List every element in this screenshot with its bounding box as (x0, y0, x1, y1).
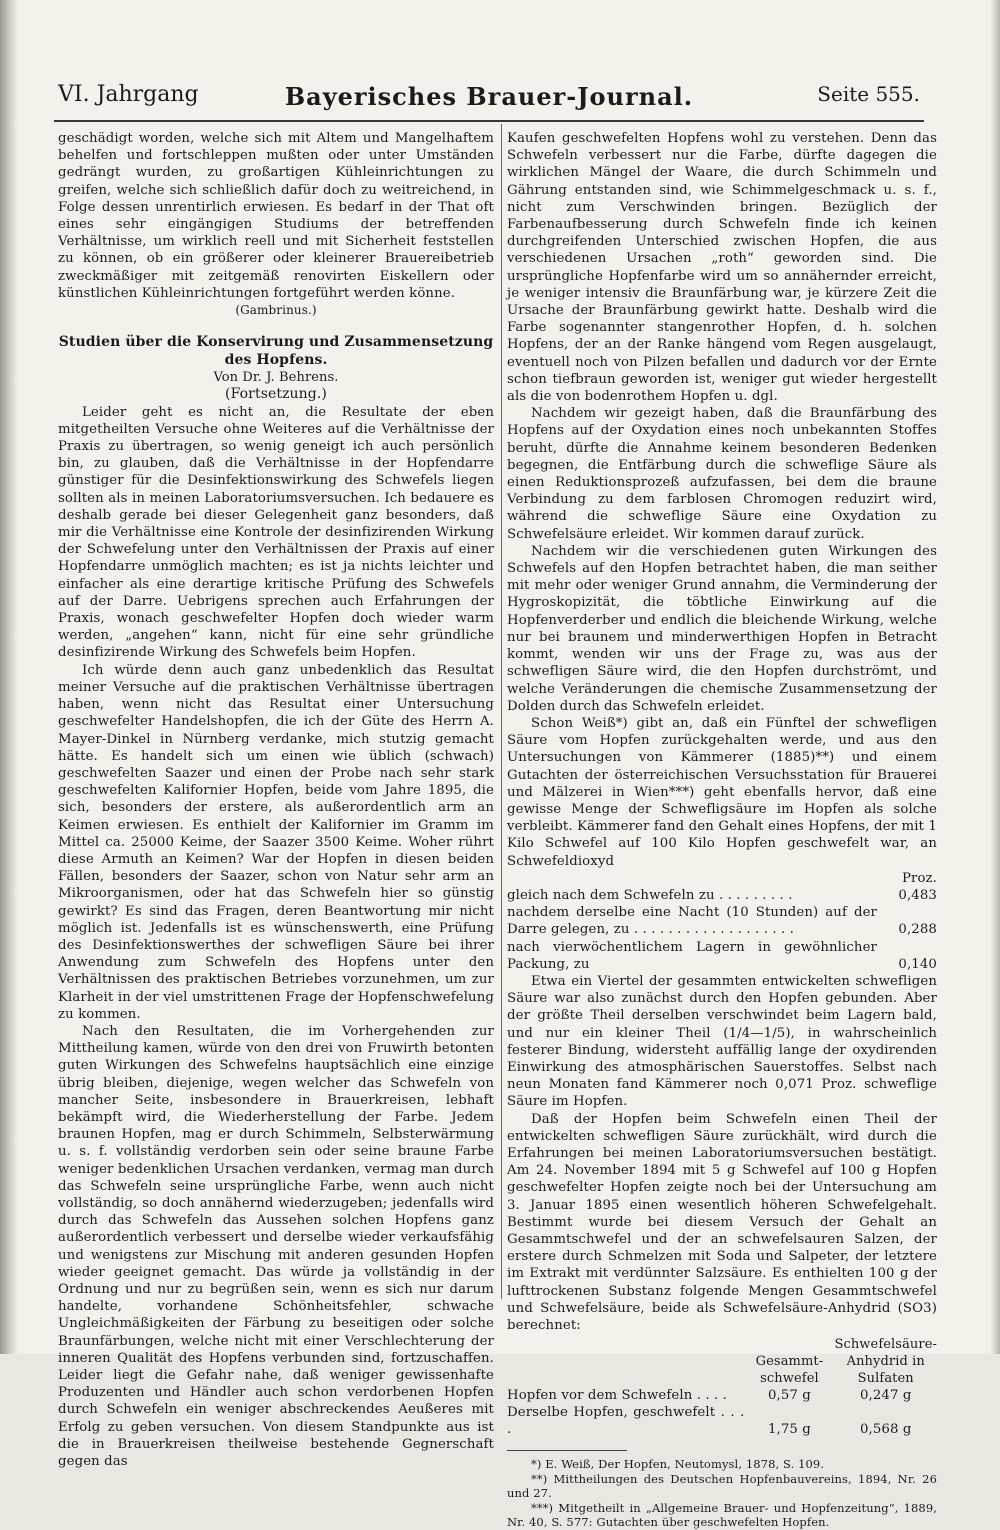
table-row (507, 904, 937, 938)
footnote: *) E. Weiß, Der Hopfen, Neutomysl, 1878, S. 109. (531, 1457, 825, 1472)
running-header (58, 82, 920, 116)
paragraph: Daß der Hopfen beim Schwefeln einen Theil der entwickelten schwefligen Säure zurückhält, wird durch die Erfahrungen bei meinen Laboratoriumsversuchen bestätigt. Am 24. November 1894 mit 5 g Schwefel auf 100 g Hopfen geschwefelter Hopfen zeigte noch bei der Untersuchung am 3. Januar 1895 einen wesentlich höheren Schwefelgehalt. Bestimmt wurde bei diesem Versuch der Gehalt an Gesammtschwefel und der an schwefelsauren Salzen, der erstere durch Schmelzen mit Soda und Salpeter, der letztere im Extrakt mit verdünnter Salzsäure. Es enthielten 100 g der lufttrockenen Substanz folgende Mengen Gesammtschwefel und Schwefelsäure, beide als Schwefelsäure-Anhydrid (SO3) berechnet: (507, 1111, 937, 1334)
row-value: 0,483 (898, 887, 937, 903)
total-sulfur-value: 0,57 g (767, 1388, 811, 1404)
page-edge-shadow (0, 0, 18, 1354)
source-credit: (Gambrinus.) (235, 303, 317, 318)
paragraph: Nach den Resultaten, die im Vorhergehenden zur Mittheilung kamen, würde von den drei von Fruwirth betonten guten Wirkungen des Schwefelns hauptsächlich eine einzige übrig bleiben, diejenige, wegen welcher das Schwefeln von mancher Seite, insbesondere in Brauerkreisen, lebhaft bekämpft wird, die Wiederherstellung der Farbe. Jedem braunen Hopfen, mag er durch Schimmeln, Selbsterwärmung u. s. f. vollständig verdorben sein oder seine braune Farbe weniger bedenklichen Ursachen verdanken, vermag man durch das Schwefeln seine ursprüngliche Farbe, wenn auch nicht vollständig, so doch annähernd wiederzugeben; jedenfalls wird durch das Schwefeln das Aussehen solchen Hopfens ganz außerordentlich verbessert und derselbe wieder verkaufsfähig und wenigstens zur Mischung mit anderen gesunden Hopfen wieder geeignet gemacht. Das würde ja vollständig in der Ordnung und nur zu begrüßen sein, wenn es sich nur darum handelte, vorhandene Schönheitsfehler, schwache Ungleichmäßigkeiten der Färbung zu beseitigen oder solche Braunfärbungen, welche nicht mit einer Verschlechterung der inneren Qualität des Hopfens verbunden sind, fortzuschaffen. Leider liegt die Gefahr nahe, daß weniger gewissenhafte Produzenten und Händler auch schon verdorbenen Hopfen durch Schwefeln ein weniger abschreckendes Aeußeres mit Erfolg zu geben versuchen. Von diesem Standpunkte aus ist die in Brauerkreisen theilweise bestehende Gegnerschaft gegen das (58, 1023, 494, 1470)
sulfur-dioxide-table (507, 887, 937, 973)
table-row (507, 1404, 937, 1438)
volume-label: VI. Jahrgang (58, 82, 199, 107)
paragraph: Kaufen geschwefelten Hopfens wohl zu verstehen. Denn das Schwefeln verbessert nur die Farbe, dürfte dagegen die wirklichen Mängel der Waare, die durch Schimmeln und Gährung entstanden sind, wie Schimmelgeschmack u. s. f., nicht zum Verschwinden bringen. Bezüglich der Farbenaufbesserung durch Schwefeln finde ich keinen durchgreifenden Unterschied zwischen Hopfen, die aus verschiedenen Ursachen „roth“ geworden sind. Die ursprüngliche Hopfenfarbe wird um so annähernder erreicht, je weniger intensiv die Braunfärbung war, je kürzere Zeit die Ursache der Braunfärbung gewirkt hatte. Deshalb wird die Farbe sogenannter stangenrother Hopfen, d. h. solchen Hopfens, der an der Ranke hängend vom Regen ausgelaugt, eventuell noch von Pilzen befallen und dadurch vor der Ernte schon tiefbraun geworden ist, weniger gut wieder hergestellt als die von bodenrothem Hopfen u. dgl. (507, 131, 937, 405)
paragraph: Etwa ein Viertel der gesammten entwickelten schwefligen Säure war also zunächst durch den Hopfen gebunden. Aber der größte Theil derselben verschwindet beim Lagern bald, und nur ein kleiner Theil (1/4—1/5), in wahrscheinlich festerer Bindung, widersteht auffällig lange der oxydirenden Einwirkung des atmosphärischen Sauerstoffes. Selbst nach neun Monaten fand Kämmerer noch 0,071 Proz. schweflige Säure im Hopfen. (507, 973, 937, 1110)
paragraph: Nachdem wir gezeigt haben, daß die Braunfärbung des Hopfens auf der Oxydation eines noch unbekannten Stoffes beruht, dürfte die Annahme keinem besonderen Bedenken begegnen, die Entfärbung durch die schweflige Säure als einen Reduktionsprozeß aufzufassen, bei dem die braune Verbindung zu dem farblosen Chromogen reduzirt wird, während die schweflige Säure eine Oxydation zu Schwefelsäure erleidet. Wir kommen darauf zurück. (507, 406, 937, 542)
right-column (507, 130, 937, 1530)
page-number: Seite 555. (817, 82, 920, 106)
row-label: nach vierwöchentlichem Lagern in gewöhnlicher Packung, zu (507, 939, 877, 972)
sulfate-value: 0,247 g (859, 1388, 912, 1404)
row-label: Derselbe Hopfen, geschwefelt . . . . (507, 1405, 745, 1438)
footnote: ***) Mitgetheilt in „Allgemeine Brauer- und Hopfenzeitung“, 1889, Nr. 40, S. 577: Gutachten über geschwefelten Hopfen. (507, 1500, 937, 1530)
table-row (507, 1387, 937, 1404)
table-header-row (507, 1336, 937, 1387)
header-rule (54, 120, 924, 122)
intro-paragraph: geschädigt worden, welche sich mit Altem und Mangelhaftem behelfen und fortschleppen mußten oder unter Umständen gedrängt wurden, zu großartigen Kühleinrichtungen zu greifen, welche sich schließlich dafür doch zu weitreichend, in Folge dessen unrentirlich erwiesen. Es bedarf in der That oft eines sehr eingängigen Studiums der betreffenden Verhältnisse, um wirklich reell und mit Sicherheit feststellen zu können, ob ein größerer oder kleinerer Brauereibetrieb zweckmäßiger mit zeitgemäß renovirten Eiskellern oder künstlichen Kühleinrichtungen fortgeführt werden könne. (58, 131, 494, 301)
paragraph: Nachdem wir die verschiedenen guten Wirkungen des Schwefels auf den Hopfen betrachtet haben, die man seither mit mehr oder weniger Grund annahm, die Verminderung der Hygroskopizität, die töbtliche Einwirkung auf die Hopfenverderber und endlich die bleichende Wirkung, welche nur bei braunem und minderwerthigen Hopfen in Betracht kommt, wenden wir uns der Frage zu, was aus der schwefligen Säure wird, die den Hopfen durchströmt, und welche Veränderungen die chemische Zusammensetzung der Dolden durch das Schwefeln erleidet. (507, 543, 937, 714)
column-header: Gesammt-schwefel (755, 1354, 824, 1387)
column-header: Schwefelsäure-Anhydrid in Sulfaten (834, 1337, 937, 1387)
row-label: Hopfen vor dem Schwefeln . . . . (507, 1388, 728, 1404)
table-row (507, 887, 937, 904)
page-edge-right (990, 0, 1000, 1354)
row-value: 0,288 (898, 922, 937, 938)
sulfur-content-table (507, 1336, 937, 1438)
left-column (58, 130, 494, 1470)
continuation-note: (Fortsetzung.) (225, 386, 327, 403)
paragraph: Schon Weiß*) gibt an, daß ein Fünftel der schwefligen Säure vom Hopfen zurückgehalten werde, und aus den Untersuchungen von Kämmerer (1885)**) und einem Gutachten der österreichischen Versuchsstation für Brauerei und Mälzerei in Wien***) geht ebenfalls hervor, daß eine gewisse Menge der Schwefligsäure im Hopfen als solche verbleibt. Kämmerer fand den Gehalt eines Hopfens, der mit 1 Kilo Schwefel auf 100 Kilo Hopfen geschwefelt war, an Schwefeldioxyd (507, 715, 937, 869)
article-title: Studien über die Konservirung und Zusammensetzung des Hopfens. (58, 334, 494, 369)
paragraph: Ich würde denn auch ganz unbedenklich das Resultat meiner Versuche auf die praktischen Verhältnisse übertragen haben, wenn nicht das Resultat einer Untersuchung geschwefelter Handelshopfen, die ich der Güte des Herrn A. Mayer-Dinkel in Nürnberg verdanke, mich stutzig gemacht hätte. Es handelt sich um einen wie üblich (schwach) geschwefelten Saazer und einen der Probe nach sehr stark geschwefelten Kalifornier Hopfen, beide vom Jahre 1895, die sich, besonders der erstere, als außerordentlich arm an Keimen erwiesen. Es enthielt der Kalifornier im Gramm im Mittel ca. 25000 Keime, der Saazer 3500 Keime. Woher rührt diese Armuth an Keimen? War der Hopfen in diesen beiden Fällen, besonders der Saazer, schon von Natur sehr arm an Mikroorganismen, oder hat das Schwefeln hier so günstig gewirkt? Es sind das Fragen, deren Beantwortung mir nicht möglich ist. Jedenfalls ist es wünschenswerth, eine Prüfung des Desinfektionswerthes der schwefligen Säure bei ihrer Anwendung zum Schwefeln des Hopfens unter den Verhältnissen des praktischen Betriebes vorzunehmen, um zur Klarheit in der viel umstrittenen Frage der Hopfenschwefelung zu kommen. (58, 662, 494, 1022)
paragraph: Leider geht es nicht an, die Resultate der eben mitgetheilten Versuche ohne Weiteres auf die Verhältnisse der Praxis zu übertragen, so wenig geneigt ich auch persönlich bin, zu glauben, daß die Verhältnisse in der Hopfendarre günstiger für die Desinfektionswirkung des Schwefels liegen sollten als in meinen Laboratoriumsversuchen. Ich bedauere es deshalb gerade bei dieser Gelegenheit ganz besonders, daß mir die Verhältnisse eine Kontrole der desinfizirenden Wirkung der Schwefelung unter den Verhältnissen der Praxis auf einer Hopfendarre unmöglich machten; es ist ja nichts leichter und einfacher als eine derartige kritische Prüfung des Schwefels auf der Darre. Uebrigens sprechen auch Erfahrungen der Praxis, wonach geschwefelter Hopfen doch wieder warm werden, „angehen“ kann, nicht für eine sehr gründliche desinfizirende Wirkung des Schwefels beim Hopfen. (58, 404, 494, 661)
row-label: gleich nach dem Schwefeln zu . . . . . . . . . (507, 887, 793, 903)
column-divider (501, 124, 502, 1299)
footnote: **) Mittheilungen des Deutschen Hopfenbauvereins, 1894, Nr. 26 und 27. (507, 1471, 937, 1501)
percent-unit-label: Proz. (901, 870, 937, 886)
row-value: 0,140 (898, 956, 937, 972)
article-byline: Von Dr. J. Behrens. (213, 370, 339, 386)
sulfate-value: 0,568 g (859, 1422, 912, 1438)
row-label: nachdem derselbe eine Nacht (10 Stunden) auf der Darre gelegen, zu . . . . . . . . . . . . . . . . . . . (507, 905, 877, 938)
total-sulfur-value: 1,75 g (767, 1422, 811, 1438)
table-row (507, 939, 937, 973)
footnote-rule (507, 1450, 627, 1451)
journal-title: Bayerisches Brauer-Journal. (284, 82, 694, 111)
